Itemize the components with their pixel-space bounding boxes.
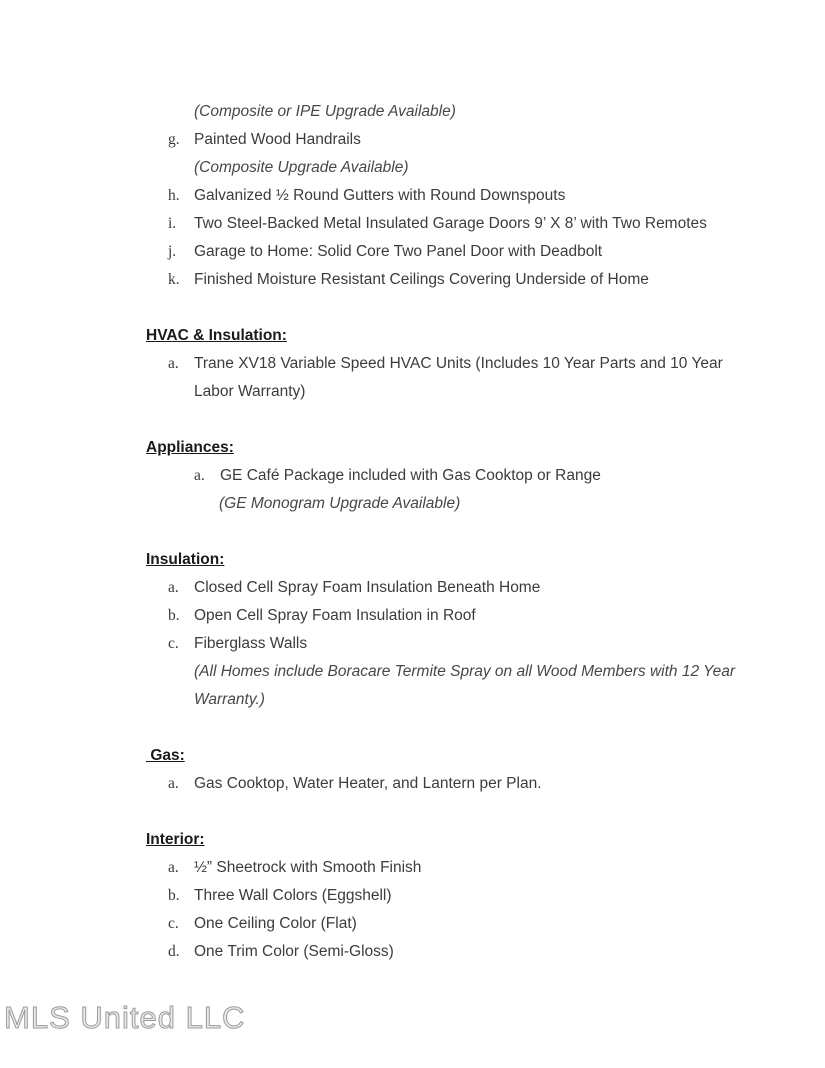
list-item-text: Two Steel-Backed Metal Insulated Garage Doors 9’ X 8’ with Two Remotes xyxy=(194,215,707,232)
list-marker: j. xyxy=(168,243,177,260)
list-item-text: GE Café Package included with Gas Cooktop or Range xyxy=(220,467,601,484)
list-marker: b. xyxy=(168,607,180,624)
termite-note-line: Warranty.) xyxy=(194,691,265,708)
list-item-text: Trane XV18 Variable Speed HVAC Units (Includes 10 Year Parts and 10 Year xyxy=(194,355,723,372)
list-item xyxy=(168,602,766,630)
list-item xyxy=(168,938,766,966)
section-heading-hvac-insulation: HVAC & Insulation: xyxy=(146,327,287,344)
list-item-text: Closed Cell Spray Foam Insulation Beneath Home xyxy=(194,579,541,596)
termite-note-line: (All Homes include Boracare Termite Spray on all Wood Members with 12 Year xyxy=(194,663,736,680)
list-item xyxy=(168,238,766,266)
list-item xyxy=(168,266,766,294)
list-item xyxy=(168,854,766,882)
list-item-text: Gas Cooktop, Water Heater, and Lantern per Plan. xyxy=(194,775,542,792)
list-item xyxy=(168,574,766,602)
list-marker: a. xyxy=(168,579,179,596)
list-marker: d. xyxy=(168,943,180,960)
list-marker: c. xyxy=(168,635,179,652)
section-heading-interior: Interior: xyxy=(146,831,205,848)
list-item xyxy=(168,350,766,378)
list-item xyxy=(168,210,766,238)
list-item xyxy=(168,182,766,210)
list-item-text: Fiberglass Walls xyxy=(194,635,308,652)
list-item xyxy=(168,882,766,910)
list-item-text: Finished Moisture Resistant Ceilings Covering Underside of Home xyxy=(194,271,649,288)
section-heading-gas: Gas: xyxy=(146,747,185,764)
list-item-text: Garage to Home: Solid Core Two Panel Door with Deadbolt xyxy=(194,243,603,260)
list-marker: a. xyxy=(168,859,179,876)
upgrade-note: (Composite Upgrade Available) xyxy=(194,159,409,176)
list-marker: a. xyxy=(168,775,179,792)
list-item-text: Three Wall Colors (Eggshell) xyxy=(194,887,392,904)
list-marker: a. xyxy=(194,467,205,484)
list-item-text: Painted Wood Handrails xyxy=(194,131,361,148)
list-marker: g. xyxy=(168,131,180,148)
list-marker: h. xyxy=(168,187,180,204)
list-item-text: One Ceiling Color (Flat) xyxy=(194,915,357,932)
list-marker: c. xyxy=(168,915,179,932)
upgrade-note: (GE Monogram Upgrade Available) xyxy=(219,495,461,512)
section-heading-insulation: Insulation: xyxy=(146,551,225,568)
section-body-appliances xyxy=(146,462,766,518)
upgrade-note: (Composite or IPE Upgrade Available) xyxy=(194,103,456,120)
document-content xyxy=(146,98,766,966)
section-heading-appliances: Appliances: xyxy=(146,439,234,456)
list-item-wrap-line: Labor Warranty) xyxy=(194,383,306,400)
list-marker: k. xyxy=(168,271,180,288)
watermark: MLS United LLC xyxy=(4,1000,246,1035)
list-item-text: ½” Sheetrock with Smooth Finish xyxy=(194,859,422,876)
list-marker: i. xyxy=(168,215,177,232)
list-marker: b. xyxy=(168,887,180,904)
list-item-text: Open Cell Spray Foam Insulation in Roof xyxy=(194,607,476,624)
list-item xyxy=(168,910,766,938)
list-marker: a. xyxy=(168,355,179,372)
list-item-text: Galvanized ½ Round Gutters with Round Downspouts xyxy=(194,187,566,204)
list-item xyxy=(168,126,766,154)
list-item xyxy=(194,462,766,490)
list-item-text: One Trim Color (Semi-Gloss) xyxy=(194,943,394,960)
list-item xyxy=(168,770,766,798)
list-item xyxy=(168,630,766,658)
